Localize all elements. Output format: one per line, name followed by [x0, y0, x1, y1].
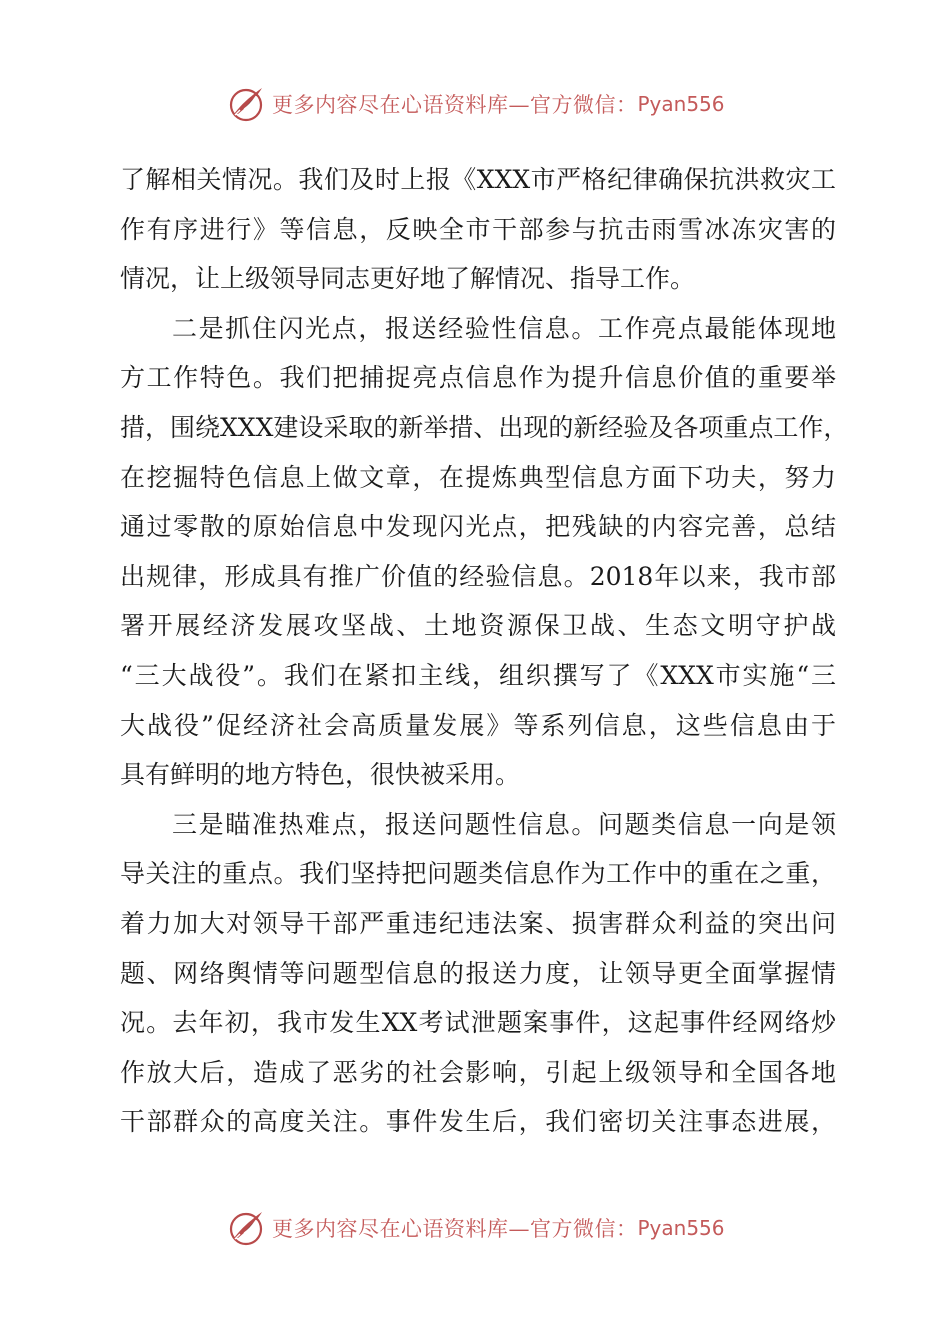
- body-line: 了解相关情况。我们及时上报《XXX市严格纪律确保抗洪救灾工: [120, 165, 836, 194]
- quill-logo-icon: [226, 84, 266, 124]
- quill-logo-icon: [226, 1208, 266, 1248]
- body-line: 着力加大对领导干部严重违纪违法案、损害群众利益的突出问: [120, 908, 836, 938]
- body-line: 通过零散的原始信息中发现闪光点，把残缺的内容完善，总结: [120, 512, 836, 542]
- body-line: 作放大后，造成了恶劣的社会影响，引起上级领导和全国各地: [120, 1057, 836, 1087]
- body-line: 署开展经济发展攻坚战、土地资源保卫战、生态文明守护战: [120, 611, 836, 641]
- footer-banner-wechat-id: Pyan556: [637, 1216, 725, 1240]
- body-line: 方工作特色。我们把捕捉亮点信息作为提升信息价值的重要举: [120, 363, 836, 393]
- body-line: 具有鲜明的地方特色，很快被采用。: [120, 760, 521, 790]
- body-line: 作有序进行》等信息，反映全市干部参与抗击雨雪冰冻灾害的: [120, 214, 836, 244]
- body-line: 措，围绕XXX建设采取的新举措、出现的新经验及各项重点工作，: [120, 412, 849, 442]
- body-line: 干部群众的高度关注。事件发生后，我们密切关注事态进展，: [120, 1107, 836, 1137]
- footer-banner: [0, 1206, 950, 1250]
- body-line: 二是抓住闪光点，报送经验性信息。工作亮点最能体现地: [172, 313, 836, 343]
- body-line: 况。去年初，我市发生XX考试泄题案事件，这起事件经网络炒: [120, 1008, 836, 1038]
- footer-banner-text: 更多内容尽在心语资料库—官方微信：: [272, 1217, 638, 1241]
- document-body: [120, 155, 849, 1147]
- body-line: 出规律，形成具有推广价值的经验信息。2018年以来，我市部: [120, 561, 836, 591]
- body-line: “三大战役”。我们在紧扣主线，组织撰写了《XXX市实施“三: [120, 660, 836, 690]
- body-line: 情况，让上级领导同志更好地了解情况、指导工作。: [120, 264, 696, 294]
- body-line: 题、网络舆情等问题型信息的报送力度，让领导更全面掌握情: [120, 958, 836, 988]
- body-line: 在挖掘特色信息上做文章，在提炼典型信息方面下功夫，努力: [120, 462, 836, 492]
- header-banner-text: 更多内容尽在心语资料库—官方微信：: [272, 93, 638, 117]
- body-line: 导关注的重点。我们坚持把问题类信息作为工作中的重在之重，: [120, 859, 836, 889]
- body-line: 三是瞄准热难点，报送问题性信息。问题类信息一向是领: [172, 809, 836, 839]
- body-line: 大战役”促经济社会高质量发展》等系列信息，这些信息由于: [120, 710, 836, 740]
- header-banner-wechat-id: Pyan556: [637, 92, 725, 116]
- header-banner: [0, 82, 950, 126]
